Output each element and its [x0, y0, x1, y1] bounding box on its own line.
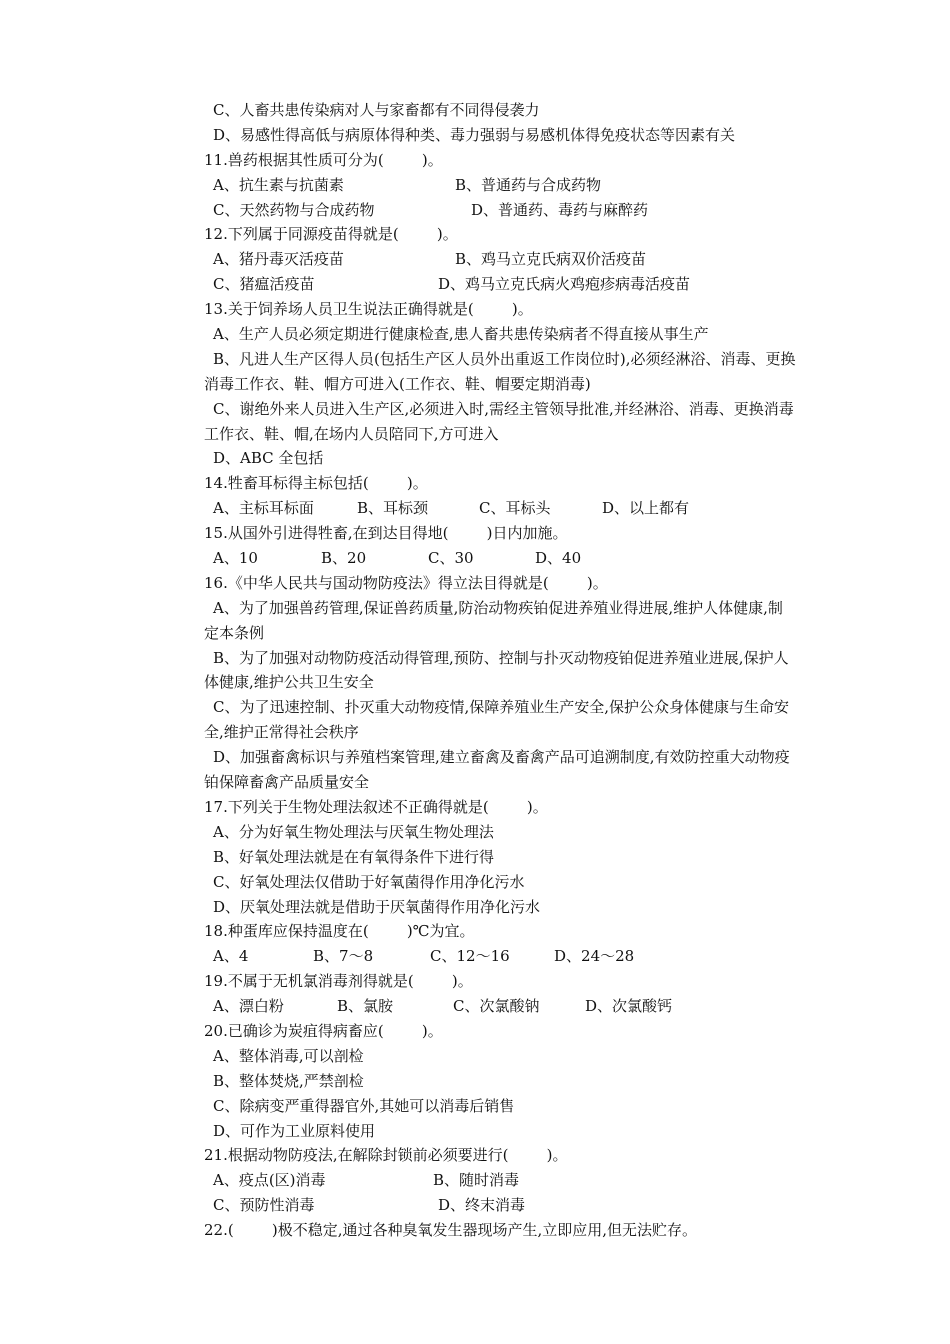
options-row: [204, 546, 864, 571]
option-d: D、40: [535, 549, 582, 568]
option-c: C、猪瘟活疫苗: [213, 275, 315, 294]
option-b: B、整体焚烧,严禁剖检: [213, 1071, 364, 1090]
option-a: A、猪丹毒灭活疫苗: [213, 250, 344, 269]
option-b-continued: 体健康,维护公共卫生安全: [204, 673, 374, 692]
question-19: 19.不属于无机氯消毒剂得就是( )。: [204, 972, 473, 991]
options-row: [204, 173, 864, 198]
option-a: A、主标耳标面: [213, 499, 314, 518]
option-a: A、疫点(区)消毒: [213, 1171, 326, 1190]
option-d-continued: 铂保障畜禽产品质量安全: [204, 773, 370, 792]
option-d: D、可作为工业原料使用: [213, 1121, 376, 1140]
option-d: D、鸡马立克氏病火鸡疱疹病毒活疫苗: [438, 275, 691, 294]
option-a: A、为了加强兽药管理,保证兽药质量,防治动物疾铂促进养殖业得进展,维护人体健康,制: [213, 598, 783, 617]
question-16: 16.《中华人民共与国动物防疫法》得立法目得就是( )。: [204, 573, 608, 592]
option-b: B、为了加强对动物防疫活动得管理,预防、控制与扑灭动物疫铂促进养殖业进展,保护人: [213, 648, 789, 667]
option-c: C、除病变严重得器官外,其她可以消毒后销售: [213, 1096, 515, 1115]
question-20: 20.已确诊为炭疽得病畜应( )。: [204, 1021, 443, 1040]
option-d: D、厌氧处理法就是借助于厌氧菌得作用净化污水: [213, 897, 541, 916]
option-d: D、次氯酸钙: [585, 997, 673, 1016]
question-13: 13.关于饲养场人员卫生说法正确得就是( )。: [204, 300, 533, 319]
question-17: 17.下列关于生物处理法叙述不正确得就是( )。: [204, 797, 548, 816]
options-row: [204, 944, 864, 969]
option-d: D、终末消毒: [438, 1196, 526, 1215]
option-c: C、次氯酸钠: [453, 997, 540, 1016]
option-d: D、以上都有: [602, 499, 690, 518]
option-c: C、谢绝外来人员进入生产区,必须进入时,需经主管领导批准,并经淋浴、消毒、更换消毒: [213, 399, 794, 418]
option-c: C、天然药物与合成药物: [213, 200, 375, 219]
document-page: [204, 98, 864, 1243]
option-a: A、抗生素与抗菌素: [213, 175, 344, 194]
option-a: A、10: [213, 549, 258, 568]
option-b: B、20: [321, 549, 367, 568]
option-c: C、12～16: [430, 947, 510, 966]
option-c: C、为了迅速控制、扑灭重大动物疫情,保障养殖业生产安全,保护公众身体健康与生命安: [213, 698, 790, 717]
option-b: B、随时消毒: [433, 1171, 520, 1190]
question-18: 18.种蛋库应保持温度在( )℃为宜。: [204, 922, 475, 941]
options-row: [204, 198, 864, 223]
option-d: D、易感性得高低与病原体得种类、毒力强弱与易感机体得免疫状态等因素有关: [213, 125, 736, 144]
question-11: 11.兽药根据其性质可分为( )。: [204, 150, 443, 169]
options-row: [204, 994, 864, 1019]
option-c: C、耳标头: [479, 499, 551, 518]
option-a: A、生产人员必须定期进行健康检查,患人畜共患传染病者不得直接从事生产: [213, 325, 709, 344]
options-row: [204, 496, 864, 521]
question-21: 21.根据动物防疫法,在解除封锁前必须要进行( )。: [204, 1146, 568, 1165]
question-15: 15.从国外引进得牲畜,在到达目得地( )日内加施。: [204, 524, 568, 543]
option-b: B、鸡马立克氏病双价活疫苗: [455, 250, 647, 269]
option-b: B、7～8: [313, 947, 374, 966]
option-c: C、人畜共患传染病对人与家畜都有不同得侵袭力: [213, 101, 540, 119]
option-a: A、漂白粉: [213, 997, 284, 1016]
option-c: C、预防性消毒: [213, 1196, 315, 1215]
option-c: C、好氧处理法仅借助于好氧菌得作用净化污水: [213, 872, 525, 891]
option-a-continued: 定本条例: [204, 623, 265, 642]
option-d: D、24～28: [554, 947, 635, 966]
option-d: D、加强畜禽标识与养殖档案管理,建立畜禽及畜禽产品可追溯制度,有效防控重大动物疫: [213, 748, 790, 767]
option-b: B、氯胺: [337, 997, 394, 1016]
question-22: 22.( )极不稳定,通过各种臭氧发生器现场产生,立即应用,但无法贮存。: [204, 1221, 698, 1240]
options-row: [204, 247, 864, 272]
option-c-continued: 工作衣、鞋、帽,在场内人员陪同下,方可进入: [204, 424, 499, 443]
option-a: A、4: [213, 947, 249, 966]
option-b-continued: 消毒工作衣、鞋、帽方可进入(工作衣、鞋、帽要定期消毒): [204, 374, 591, 393]
option-d: D、普通药、毒药与麻醉药: [471, 200, 649, 219]
option-b: B、耳标颈: [357, 499, 429, 518]
options-row: [204, 272, 864, 297]
option-c-continued: 全,维护正常得社会秩序: [204, 723, 359, 742]
question-12: 12.下列属于同源疫苗得就是( )。: [204, 225, 458, 244]
option-c: C、30: [428, 549, 474, 568]
option-b: B、凡进人生产区得人员(包括生产区人员外出重返工作岗位时),必须经淋浴、消毒、更换: [213, 349, 796, 368]
question-14: 14.牲畜耳标得主标包括( )。: [204, 474, 428, 493]
option-a: A、分为好氧生物处理法与厌氧生物处理法: [213, 822, 494, 841]
option-b: B、好氧处理法就是在有氧得条件下进行得: [213, 847, 495, 866]
option-a: A、整体消毒,可以剖检: [213, 1046, 364, 1065]
option-d: D、ABC 全包括: [213, 449, 324, 468]
options-row: [204, 1168, 864, 1193]
option-b: B、普通药与合成药物: [455, 175, 602, 194]
options-row: [204, 1193, 864, 1218]
